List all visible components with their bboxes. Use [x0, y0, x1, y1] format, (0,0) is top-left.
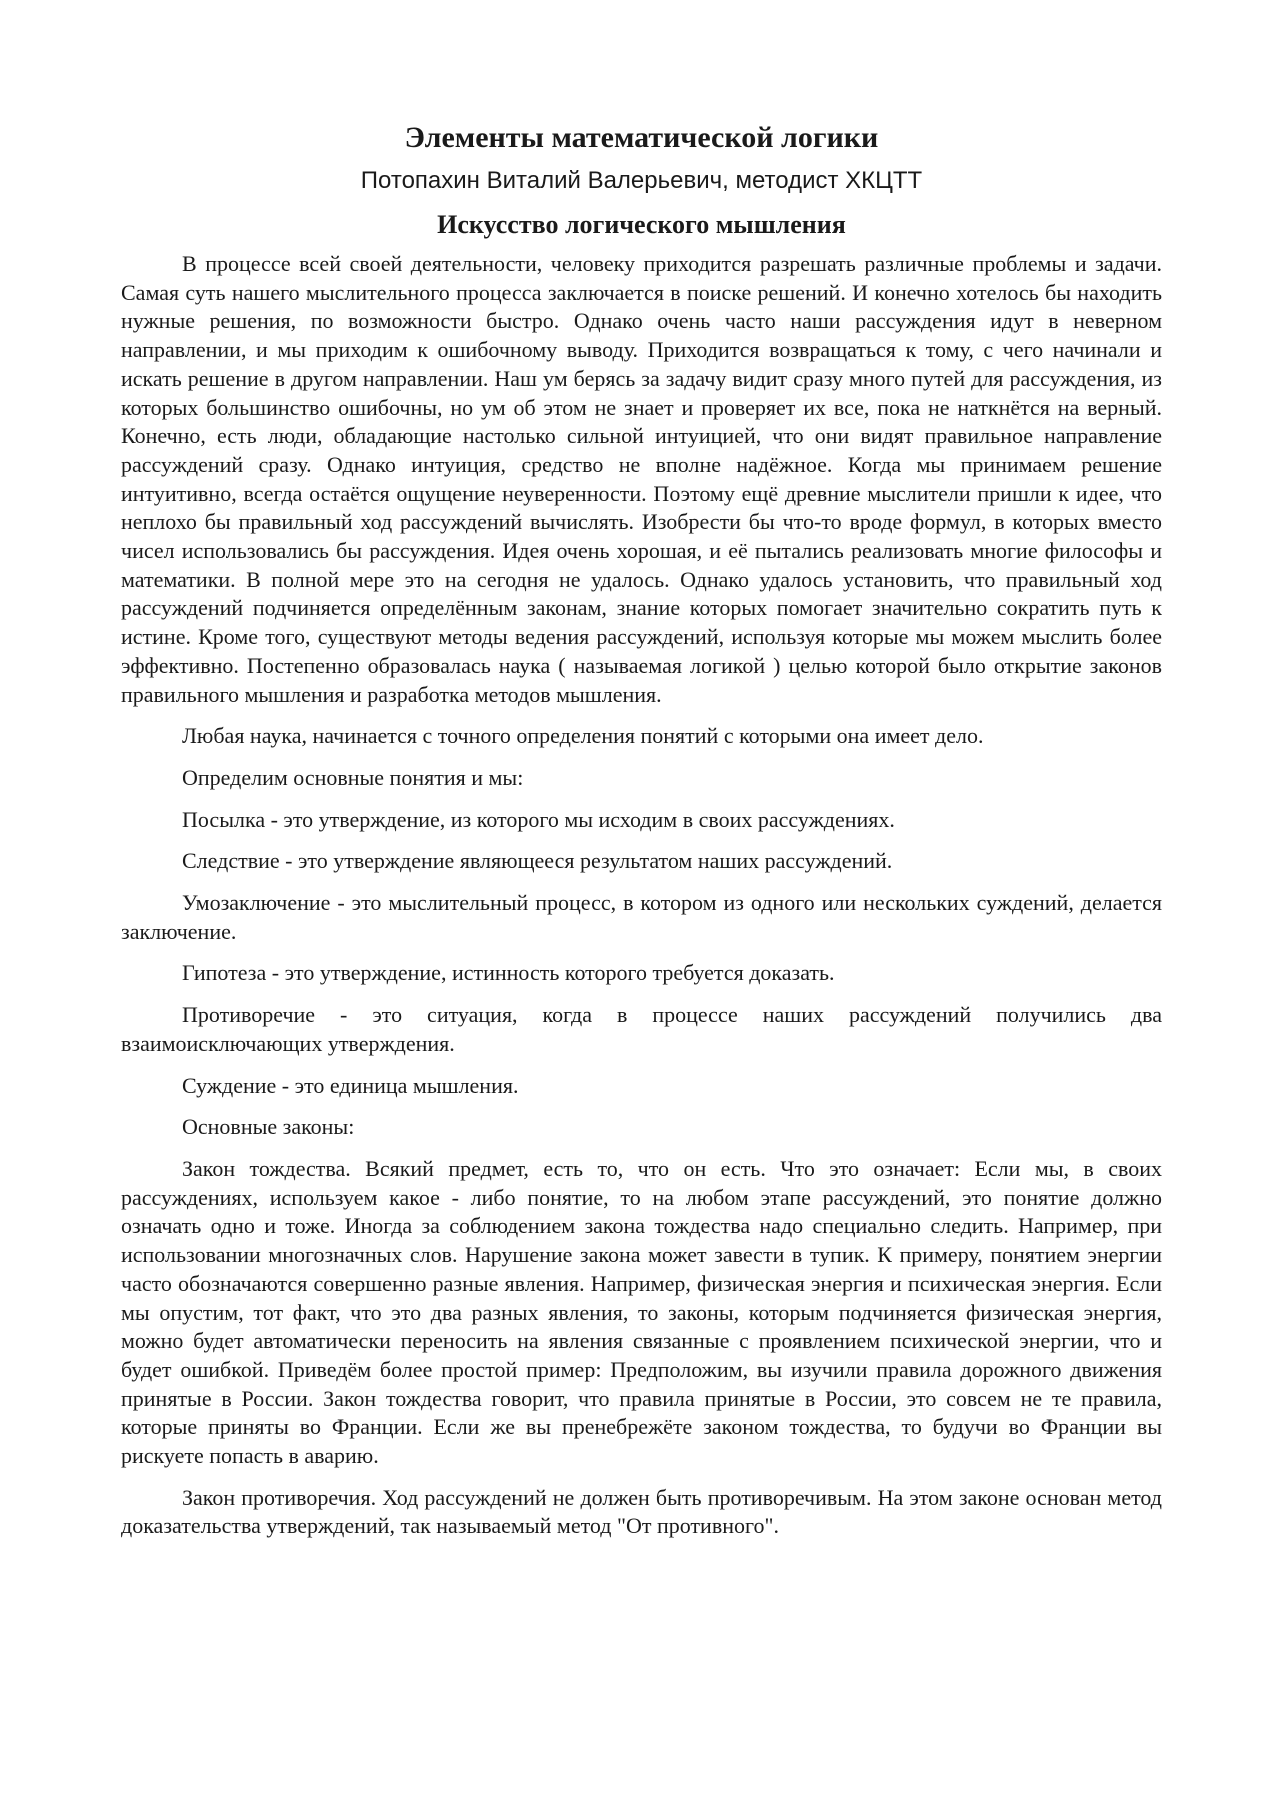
document-title: Элементы математической логики — [404, 121, 879, 154]
paragraph-contradiction: Противоречие - это ситуация, когда в процессе наших рассуждений получились два взаимоисключающих утверждения. — [121, 1002, 1162, 1056]
paragraph-judgement: Суждение - это единица мышления. — [182, 1072, 519, 1098]
document-author: Потопахин Виталий Валерьевич, методист ХКЦТТ — [360, 167, 923, 194]
paragraph-consequence: Следствие - это утверждение являющееся результатом наших рассуждений. — [182, 848, 893, 874]
paragraph-science-definitions: Любая наука, начинается с точного определения понятий с которыми она имеет дело. — [182, 723, 984, 749]
paragraph-define-concepts: Определим основные понятия и мы: — [182, 764, 524, 790]
section-title: Искусство логического мышления — [437, 210, 846, 239]
paragraph-law-of-identity: Закон тождества. Всякий предмет, есть то, что он есть. Что это означает: Если мы, в своих рассуждениях, используем какое - либо понятие, то на любом этапе рассуждений, это понятие должно означать одно и тоже. Иногда за соблюдением закона тождества надо специально следить. Например, при использовании многозначных слов. Нарушение закона может завести в тупик. К примеру, понятием энергии часто обозначаются совершенно разные явления. Например, физическая энергия и психическая энергия. Если мы опустим, тот факт, что это два разных явления, то законы, которым подчиняется физическая энергия, можно будет автоматически переносить на явления связанные с проявлением психической энергии, что и будет ошибкой. Приведём более простой пример: Предположим, вы изучили правила дорожного движения принятые в России. Закон тождества говорит, что правила принятые в России, это совсем не те правила, которые приняты во Франции. Если же вы пренебрежёте законом тождества, то будучи во Франции вы рискуете попасть в аварию. — [121, 1155, 1162, 1469]
paragraph-inference: Умозаключение - это мыслительный процесс, в котором из одного или нескольких суждений, делается заключение. — [121, 890, 1162, 944]
paragraph-hypothesis: Гипотеза - это утверждение, истинность которого требуется доказать. — [182, 960, 835, 986]
paragraph-premise: Посылка - это утверждение, из которого мы исходим в своих рассуждениях. — [182, 806, 895, 832]
paragraph-basic-laws: Основные законы: — [182, 1114, 355, 1140]
document-page — [121, 118, 1162, 1554]
paragraph-law-of-contradiction: Закон противоречия. Ход рассуждений не должен быть противоречивым. На этом законе основан метод доказательства утверждений, так называемый метод "От противного". — [121, 1484, 1162, 1539]
paragraph-intro: В процессе всей своей деятельности, человеку приходится разрешать различные проблемы и задачи. Самая суть нашего мыслительного процесса заключается в поиске решений. И конечно хотелось бы находить нужные решения, по возможности быстро. Однако очень часто наши рассуждения идут в неверном направлении, и мы приходим к ошибочному выводу. Приходится возвращаться к тому, с чего начинали и искать решение в другом направлении. Наш ум берясь за задачу видит сразу много путей для рассуждения, из которых большинство ошибочны, но ум об этом не знает и проверяет их все, пока не наткнётся на верный. Конечно, есть люди, обладающие настолько сильной интуицией, что они видят правильное направление рассуждений сразу. Однако интуиция, средство не вполне надёжное. Когда мы принимаем решение интуитивно, всегда остаётся ощущение неуверенности. Поэтому ещё древние мыслители пришли к идее, что неплохо бы правильный ход рассуждений вычислять. Изобрести бы что-то вроде формул, в которых вместо чисел использовались бы рассуждения. Идея очень хорошая, и её пытались реализовать многие философы и математики. В полной мере это на сегодня не удалось. Однако удалось установить, что правильный ход рассуждений подчиняется определённым законам, знание которых помогает значительно сократить путь к истине. Кроме того, существуют методы ведения рассуждений, используя которые мы можем мыслить более эффективно. Постепенно образовалась наука ( называемая логикой ) целью которой было открытие законов правильного мышления и разработка методов мышления. — [121, 251, 1162, 707]
